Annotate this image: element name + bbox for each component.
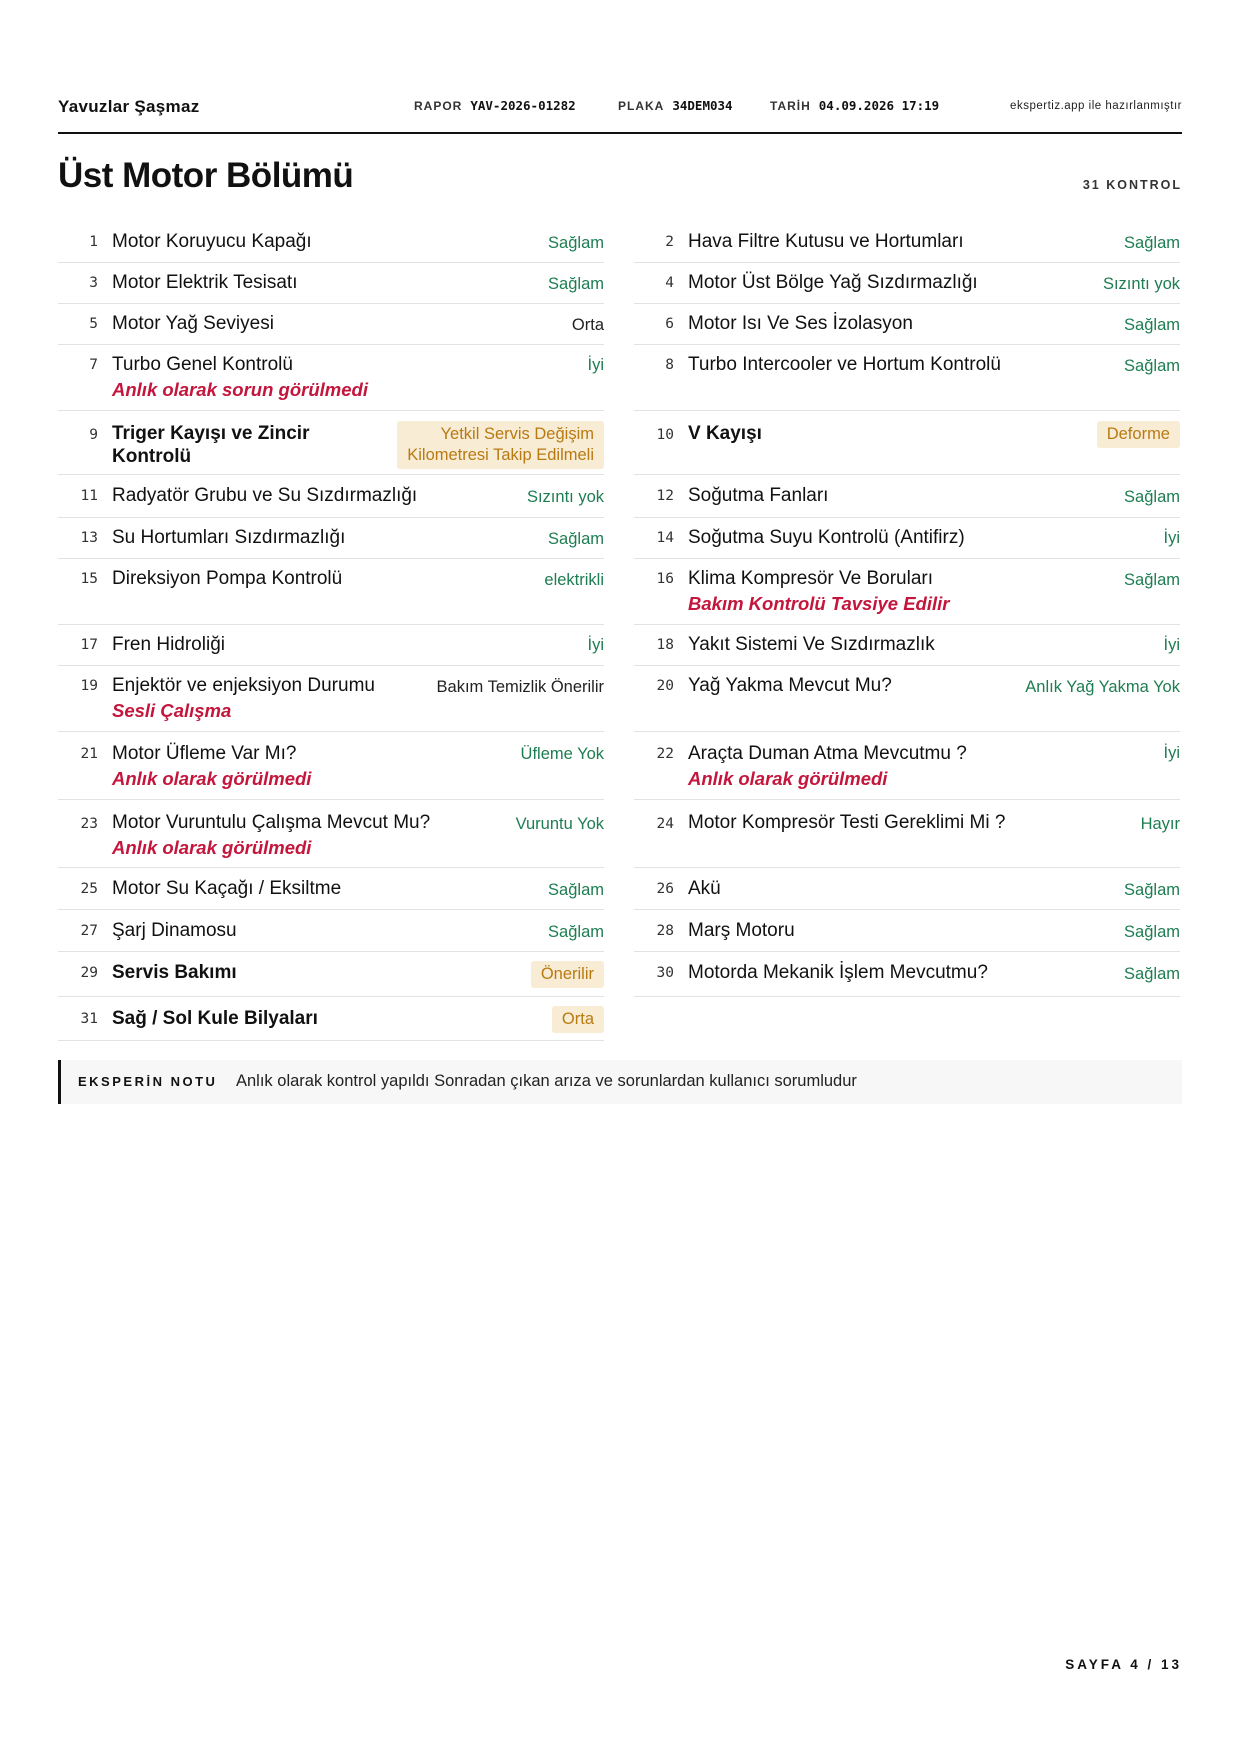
item-label: Turbo Genel Kontrolü xyxy=(112,354,293,375)
item-label: Radyatör Grubu ve Su Sızdırmazlığı xyxy=(112,485,418,506)
item-number: 20 xyxy=(656,678,674,694)
item-label: Servis Bakımı xyxy=(112,962,237,983)
item-status: İyi xyxy=(1163,636,1180,654)
item-label: Motor Elektrik Tesisatı xyxy=(112,272,298,293)
company-name: Yavuzlar Şaşmaz xyxy=(58,97,200,116)
check-item xyxy=(58,411,604,475)
item-number: 4 xyxy=(665,275,674,291)
item-status-badge xyxy=(397,421,604,469)
item-number: 7 xyxy=(89,357,98,373)
app-credit: ekspertiz.app ile hazırlanmıştır xyxy=(1010,100,1182,112)
check-item xyxy=(58,518,604,559)
item-label: Motor Yağ Seviyesi xyxy=(112,313,274,334)
item-status: Hayır xyxy=(1140,815,1180,833)
item-number: 16 xyxy=(656,571,674,587)
item-status: Sağlam xyxy=(548,881,604,899)
item-status: Üfleme Yok xyxy=(520,745,604,763)
check-item xyxy=(634,263,1180,304)
item-label: Marş Motoru xyxy=(688,920,795,941)
item-number: 2 xyxy=(665,234,674,250)
item-status: Sağlam xyxy=(1124,965,1180,983)
item-status: Sağlam xyxy=(1124,357,1180,375)
check-item xyxy=(58,997,604,1041)
date-value: 04.09.2026 17:19 xyxy=(818,98,940,113)
item-number: 6 xyxy=(665,316,674,332)
item-note: Bakım Kontrolü Tavsiye Edilir xyxy=(688,593,950,614)
item-label: Araçta Duman Atma Mevcutmu ? xyxy=(688,743,967,764)
report-number-value: YAV-2026-01282 xyxy=(470,98,576,113)
item-status-badge: Deforme xyxy=(1097,421,1180,448)
item-number: 22 xyxy=(656,746,674,762)
item-label: Şarj Dinamosu xyxy=(112,920,237,941)
item-number: 27 xyxy=(80,923,98,939)
item-label: Motor Isı Ve Ses İzolasyon xyxy=(688,313,913,334)
item-label: Motor Su Kaçağı / Eksiltme xyxy=(112,878,342,899)
item-number: 28 xyxy=(656,923,674,939)
item-number: 10 xyxy=(656,427,674,443)
item-label: V Kayışı xyxy=(688,423,762,444)
section-title: Üst Motor Bölümü xyxy=(58,156,354,195)
item-label: Motor Kompresör Testi Gereklimi Mi ? xyxy=(688,812,1006,833)
item-status: Sağlam xyxy=(1124,234,1180,252)
check-item xyxy=(58,475,604,518)
item-label: Klima Kompresör Ve Boruları xyxy=(688,568,933,589)
item-label: Enjektör ve enjeksiyon Durumu xyxy=(112,675,375,696)
check-item xyxy=(634,559,1180,625)
item-note: Sesli Çalışma xyxy=(112,700,232,721)
check-item xyxy=(634,222,1180,263)
header-divider xyxy=(58,132,1182,134)
item-label: Motor Vuruntulu Çalışma Mevcut Mu? xyxy=(112,812,431,833)
item-status: İyi xyxy=(587,356,604,374)
check-item xyxy=(634,910,1180,952)
date-key: TARİH xyxy=(770,99,811,113)
item-label: Soğutma Fanları xyxy=(688,485,829,506)
item-number: 8 xyxy=(665,357,674,373)
checklist-left-column xyxy=(58,222,604,1041)
item-status: Sağlam xyxy=(1124,316,1180,334)
status-badge-line2: Kilometresi Takip Edilmeli xyxy=(407,446,594,465)
item-status: elektrikli xyxy=(544,571,604,589)
check-item xyxy=(58,222,604,263)
check-item xyxy=(58,910,604,952)
item-number: 13 xyxy=(80,530,98,546)
item-note: Anlık olarak sorun görülmedi xyxy=(112,379,368,400)
item-label: Turbo Intercooler ve Hortum Kontrolü xyxy=(688,354,1001,375)
check-item xyxy=(58,732,604,800)
check-item xyxy=(634,800,1180,868)
item-status: Sızıntı yok xyxy=(526,488,604,506)
item-number: 14 xyxy=(656,530,674,546)
check-item xyxy=(58,625,604,666)
report-number-key: RAPOR xyxy=(414,99,463,113)
item-label: Hava Filtre Kutusu ve Hortumları xyxy=(688,231,964,252)
status-badge-line1: Yetkil Servis Değişim xyxy=(440,425,594,443)
item-status: Sağlam xyxy=(548,275,604,293)
item-number: 30 xyxy=(656,965,674,981)
plate-value: 34DEM034 xyxy=(672,98,733,113)
item-number: 18 xyxy=(656,637,674,653)
item-label: Triger Kayışı ve Zincir xyxy=(112,423,310,444)
item-number: 1 xyxy=(89,234,98,250)
check-item xyxy=(58,952,604,997)
item-status: İyi xyxy=(1163,529,1180,547)
item-number: 23 xyxy=(80,816,98,832)
check-item xyxy=(634,345,1180,411)
check-item xyxy=(634,304,1180,345)
item-note: Anlık olarak görülmedi xyxy=(112,837,312,858)
item-number: 5 xyxy=(89,316,98,332)
report-date xyxy=(770,98,939,113)
check-item xyxy=(634,475,1180,518)
item-number: 3 xyxy=(89,275,98,291)
check-item xyxy=(58,263,604,304)
item-status: Sağlam xyxy=(1124,881,1180,899)
item-status: Sağlam xyxy=(1124,571,1180,589)
check-item xyxy=(58,345,604,411)
check-item xyxy=(634,518,1180,559)
item-number: 24 xyxy=(656,816,674,832)
item-number: 26 xyxy=(656,881,674,897)
item-status: Sağlam xyxy=(548,234,604,252)
check-item xyxy=(58,868,604,910)
check-item xyxy=(58,559,604,625)
item-status: Bakım Temizlik Önerilir xyxy=(436,678,604,696)
check-item xyxy=(634,411,1180,475)
item-status-badge: Önerilir xyxy=(531,961,604,988)
expert-note xyxy=(58,1060,1182,1104)
item-number: 25 xyxy=(80,881,98,897)
check-item xyxy=(58,666,604,732)
check-item xyxy=(58,800,604,868)
expert-note-text: Anlık olarak kontrol yapıldı Sonradan çıkan arıza ve sorunlardan kullanıcı sorumludur xyxy=(236,1072,857,1090)
item-label: Sağ / Sol Kule Bilyaları xyxy=(112,1008,318,1029)
plate-number xyxy=(618,98,733,113)
item-status: Sızıntı yok xyxy=(1102,275,1180,293)
item-label: Motor Üfleme Var Mı? xyxy=(112,743,297,764)
item-number: 15 xyxy=(80,571,98,587)
item-status: İyi xyxy=(587,636,604,654)
item-label-line2: Kontrolü xyxy=(112,446,192,467)
item-number: 17 xyxy=(80,637,98,653)
control-count: 31 KONTROL xyxy=(1082,178,1182,192)
item-label: Soğutma Suyu Kontrolü (Antifirz) xyxy=(688,527,965,548)
item-status: Sağlam xyxy=(1124,488,1180,506)
item-status-badge: Orta xyxy=(552,1006,604,1033)
item-label: Motor Koruyucu Kapağı xyxy=(112,231,312,252)
item-number: 9 xyxy=(89,427,98,443)
item-label: Direksiyon Pompa Kontrolü xyxy=(112,568,343,589)
item-label: Motor Üst Bölge Yağ Sızdırmazlığı xyxy=(688,272,978,293)
check-item xyxy=(634,952,1180,997)
check-item xyxy=(634,666,1180,732)
item-label: Fren Hidroliği xyxy=(112,634,225,655)
check-item xyxy=(634,625,1180,666)
item-label: Su Hortumları Sızdırmazlığı xyxy=(112,527,346,548)
item-status: Vuruntu Yok xyxy=(515,815,604,833)
report-number xyxy=(414,98,576,113)
item-number: 12 xyxy=(656,488,674,504)
item-number: 29 xyxy=(80,965,98,981)
item-number: 11 xyxy=(80,488,98,504)
plate-key: PLAKA xyxy=(618,99,665,113)
item-number: 31 xyxy=(80,1011,98,1027)
item-status: İyi xyxy=(1163,744,1180,762)
item-status: Sağlam xyxy=(548,530,604,548)
page-number: SAYFA 4 / 13 xyxy=(1065,1657,1182,1672)
item-note: Anlık olarak görülmedi xyxy=(688,768,888,789)
expert-note-label: EKSPERİN NOTU xyxy=(78,1074,218,1089)
item-status: Orta xyxy=(571,316,604,334)
check-item xyxy=(634,868,1180,910)
item-label: Motorda Mekanik İşlem Mevcutmu? xyxy=(688,962,988,983)
item-status: Anlık Yağ Yakma Yok xyxy=(1025,678,1180,696)
item-note: Anlık olarak görülmedi xyxy=(112,768,312,789)
item-status: Sağlam xyxy=(548,923,604,941)
check-item xyxy=(634,732,1180,800)
item-label: Yağ Yakma Mevcut Mu? xyxy=(688,675,892,696)
item-number: 21 xyxy=(80,746,98,762)
checklist-right-column xyxy=(634,222,1180,997)
item-label: Yakıt Sistemi Ve Sızdırmazlık xyxy=(688,634,935,655)
item-label: Akü xyxy=(688,878,721,899)
item-number: 19 xyxy=(80,678,98,694)
check-item xyxy=(58,304,604,345)
item-status: Sağlam xyxy=(1124,923,1180,941)
